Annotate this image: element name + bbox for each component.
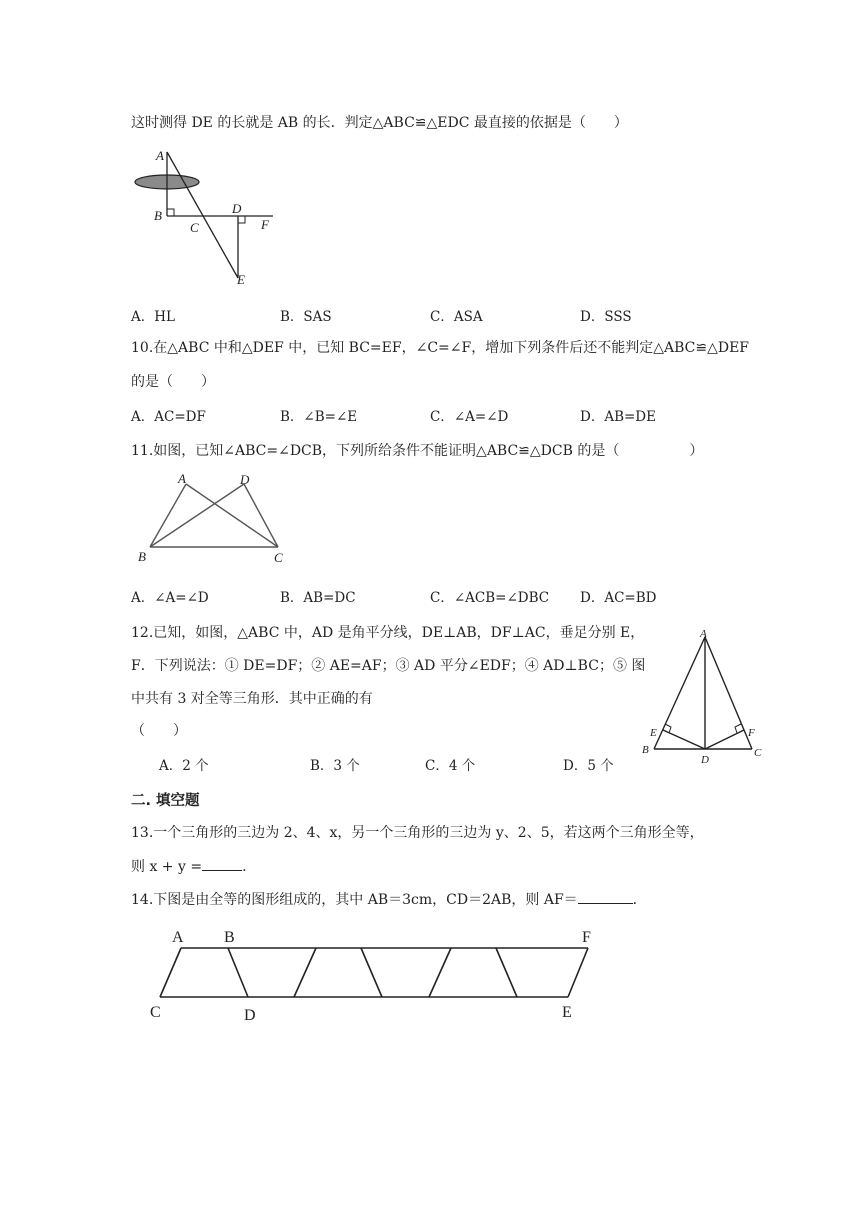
q12-option-d: D．5 个 <box>563 758 614 774</box>
q12-stem-line2: F．下列说法：① DE=DF；② AE=AF；③ AD 平分∠EDF；④ AD⊥BC；⑤ 图 <box>131 658 646 674</box>
q12-label-a: A <box>700 628 707 640</box>
q11-option-d: D．AC=BD <box>580 590 657 606</box>
q11-label-d: D <box>240 472 250 487</box>
q13-answer-blank[interactable] <box>202 870 242 871</box>
q14-label-a: A <box>172 929 184 946</box>
q10-option-c: C．∠A=∠D <box>430 409 509 425</box>
q9-label-c: C <box>190 220 199 235</box>
q13-stem-line2 <box>131 856 256 876</box>
section-heading-fill-in: 二. 填空题 <box>131 793 200 809</box>
q14-figure <box>148 920 598 1030</box>
q12-option-c: C．4 个 <box>425 758 476 774</box>
q14-label-d: D <box>244 1007 256 1024</box>
q12-stem-line3: 中共有 3 对全等三角形．其中正确的有 <box>131 691 373 707</box>
q9-figure <box>128 142 288 292</box>
q10-option-b: B．∠B=∠E <box>280 409 358 425</box>
q11-label-a: A <box>178 471 186 486</box>
q12-figure <box>638 625 768 770</box>
q12-stem-line4: （ ） <box>131 723 187 739</box>
q11-label-b: B <box>138 549 146 564</box>
q12-option-a: A．2 个 <box>159 758 209 774</box>
q14-stem-text: 14.下图是由全等的图形组成的，其中 AB＝3cm，CD＝2AB，则 AF＝ <box>131 892 578 908</box>
q11-figure <box>134 468 294 568</box>
q13-stem-line1: 13.一个三角形的三边为 2、4、x，另一个三角形的三边为 y、2、5，若这两个三角形全等， <box>131 825 704 841</box>
q12-option-b: B．3 个 <box>310 758 360 774</box>
q12-stem-line1: 12.已知，如图，△ABC 中，AD 是角平分线，DE⊥AB，DF⊥AC，垂足分别 E， <box>131 625 645 641</box>
q12-label-d: D <box>701 754 709 766</box>
q10-option-d: D．AB=DE <box>580 409 656 425</box>
q14-label-b: B <box>224 929 235 946</box>
q14-label-f: F <box>582 929 591 946</box>
q11-option-b: B．AB=DC <box>280 590 356 606</box>
q12-label-f: F <box>748 727 755 739</box>
q9-stem: 这时测得 DE 的长就是 AB 的长．判定△ABC≌△EDC 最直接的依据是（ ） <box>131 115 628 131</box>
q13-expression: 则 x + y = <box>131 859 203 875</box>
q14-label-c: C <box>150 1004 161 1021</box>
q10-option-a: A．AC=DF <box>131 409 206 425</box>
q9-label-f: F <box>261 217 269 232</box>
q14-end: ． <box>632 892 647 908</box>
q9-label-a: A <box>156 148 164 163</box>
q12-label-c: C <box>754 747 762 759</box>
q9-option-a: A．HL <box>131 309 175 325</box>
q11-stem: 11.如图，已知∠ABC=∠DCB，下列所给条件不能证明△ABC≌△DCB 的是（ ） <box>131 443 704 459</box>
q9-label-d: D <box>232 201 242 216</box>
q9-label-e: E <box>237 272 245 287</box>
q9-option-d: D．SSS <box>580 309 632 325</box>
q14-stem <box>131 889 647 909</box>
q9-option-b: B．SAS <box>280 309 332 325</box>
q10-stem-line2: 的是（ ） <box>131 374 215 390</box>
q11-label-c: C <box>274 550 283 565</box>
q11-option-a: A．∠A=∠D <box>131 590 209 606</box>
q12-label-e: E <box>650 727 657 739</box>
q9-option-c: C．ASA <box>430 309 483 325</box>
q10-stem-line1: 10.在△ABC 中和△DEF 中，已知 BC=EF，∠C=∠F，增加下列条件后还不能判定△ABC≌△DEF <box>131 340 750 356</box>
q12-label-b: B <box>642 744 649 756</box>
q14-answer-blank[interactable] <box>578 903 633 904</box>
q9-label-b: B <box>154 208 162 223</box>
q14-label-e: E <box>562 1004 572 1021</box>
q11-option-c: C．∠ACB=∠DBC <box>430 590 550 606</box>
q13-end: ． <box>242 859 257 875</box>
